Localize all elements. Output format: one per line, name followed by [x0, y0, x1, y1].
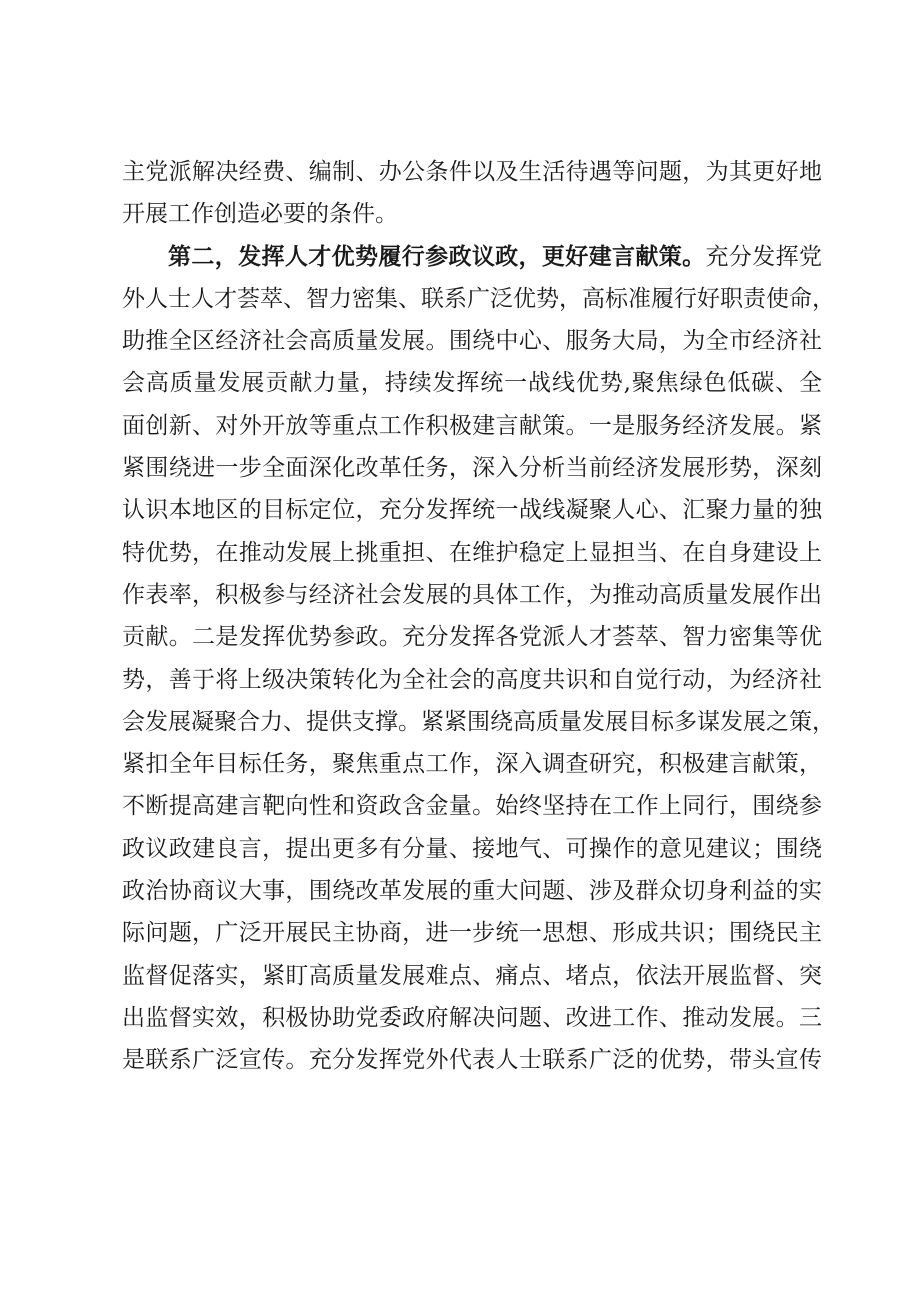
- line-text: 外人士人才荟萃、智力密集、联系广泛优势，高标准履行好职责使命，: [122, 285, 835, 312]
- text-line: [122, 532, 822, 574]
- line-text: 不断提高建言靶向性和资政含金量。始终坚持在工作上同行，围绕参: [122, 793, 822, 820]
- line-text: 助推全区经济社会高质量发展。围绕中心、服务大局，为全市经济社: [122, 328, 822, 355]
- line-text: 主党派解决经费、编制、办公条件以及生活待遇等问题，为其更好地: [122, 159, 822, 185]
- line-text: 充分发挥党: [705, 243, 823, 270]
- text-line: [122, 616, 822, 658]
- text-line: [122, 955, 822, 997]
- text-line: [122, 659, 822, 701]
- line-text: 会发展凝聚合力、提供支撑。紧紧围绕高质量发展目标多谋发展之策，: [122, 708, 835, 735]
- line-text: 际问题，广泛开展民主协商，进一步统一思想、形成共识；围绕民主: [122, 920, 822, 947]
- line-text: 势，善于将上级决策转化为全社会的高度共识和自觉行动，为经济社: [122, 666, 822, 693]
- text-line: [122, 151, 822, 193]
- line-text: 面创新、对外开放等重点工作积极建言献策。一是服务经济发展。紧: [122, 412, 822, 439]
- body-text: [122, 151, 835, 1082]
- text-line: [122, 405, 822, 447]
- text-line: [122, 785, 822, 827]
- text-line: [122, 828, 822, 870]
- line-text: 会高质量发展贡献力量，持续发挥统一战线优势,聚焦绿色低碳、全: [122, 370, 822, 397]
- text-line: [122, 743, 822, 785]
- text-line: [122, 362, 822, 404]
- text-line: [122, 870, 822, 912]
- line-text: 政治协商议大事，围绕改革发展的重大问题、涉及群众切身利益的实: [122, 878, 822, 905]
- text-line: [122, 912, 822, 954]
- line-text: 紧扣全年目标任务，聚焦重点工作，深入调查研究，积极建言献策，: [122, 751, 822, 778]
- line-text: 是联系广泛宣传。充分发挥党外代表人士联系广泛的优势，带头宣传: [122, 1047, 822, 1074]
- line-text: 特优势，在推动发展上挑重担、在维护稳定上显担当、在自身建设上: [122, 539, 822, 566]
- line-text: 紧围绕进一步全面深化改革任务，深入分析当前经济发展形势，深刻: [122, 455, 822, 482]
- text-line: [122, 447, 822, 489]
- line-text: 作表率，积极参与经济社会发展的具体工作，为推动高质量发展作出: [122, 581, 822, 608]
- line-text: 开展工作创造必要的条件。: [122, 201, 398, 228]
- text-line: [122, 278, 835, 320]
- bold-heading: 第二，发挥人才优势履行参政议政，更好建言献策。: [168, 242, 706, 270]
- line-text: 认识本地区的目标定位，充分发挥统一战线凝聚人心、汇聚力量的独: [122, 497, 822, 524]
- line-text: 出监督实效，积极协助党委政府解决问题、改进工作、推动发展。三: [122, 1004, 822, 1031]
- line-text: 贡献。二是发挥优势参政。充分发挥各党派人才荟萃、智力密集等优: [122, 624, 822, 651]
- text-line: [122, 320, 822, 362]
- line-text: 监督促落实，紧盯高质量发展难点、痛点、堵点，依法开展监督、突: [122, 962, 822, 989]
- text-line: [122, 1039, 822, 1081]
- text-line: [122, 236, 822, 278]
- text-line: [122, 193, 822, 235]
- text-line: [122, 701, 835, 743]
- line-text: 政议政建良言，提出更多有分量、接地气、可操作的意见建议；围绕: [122, 835, 822, 862]
- text-line: [122, 489, 822, 531]
- text-line: [122, 997, 822, 1039]
- text-line: [122, 574, 822, 616]
